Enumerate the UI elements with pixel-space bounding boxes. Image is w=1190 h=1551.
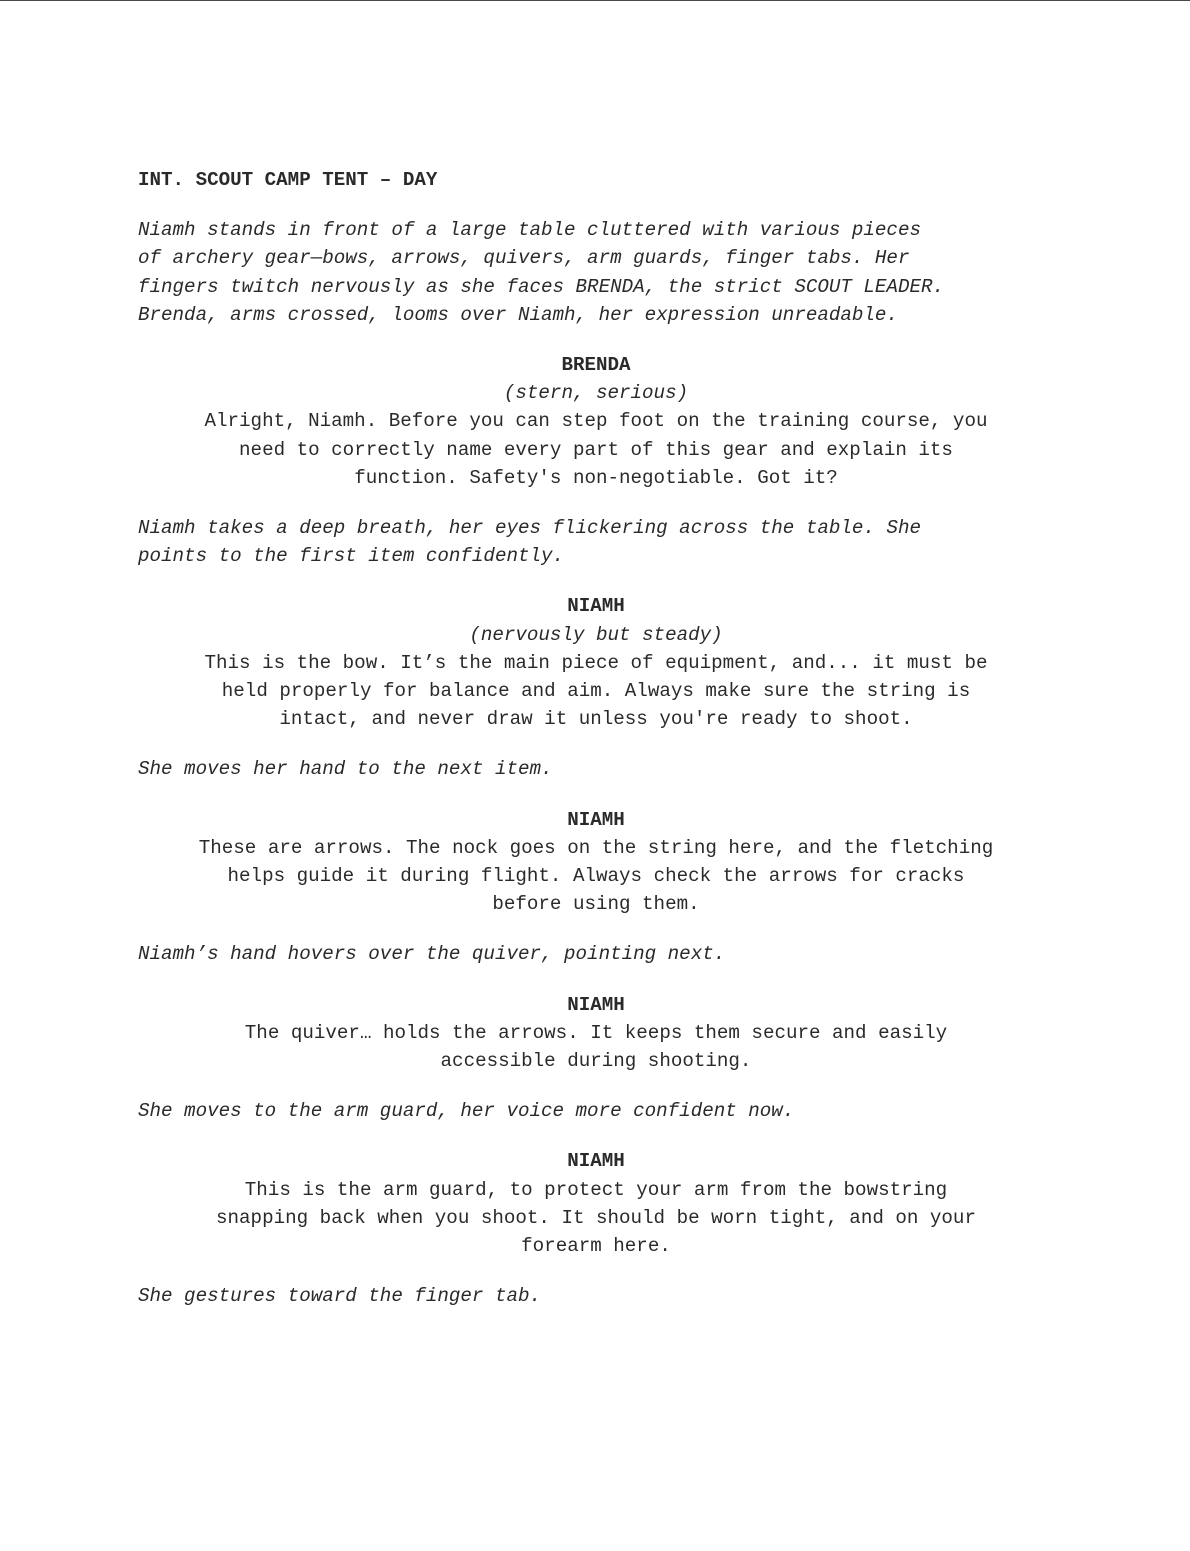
action-line: She gestures toward the finger tab. <box>138 1285 542 1308</box>
character-name: NIAMH <box>567 993 625 1016</box>
page-top-border <box>0 0 1190 1</box>
dialogue: Alright, Niamh. Before you can step foot on the training course, you need to correctly name every part of this gear and explain its function. Safety's non-negotiable. Got it? <box>204 410 988 489</box>
dialogue: This is the bow. It’s the main piece of equipment, and... it must be held properly for balance and aim. Always make sure the string is intact, and never draw it unless you're ready to shoot. <box>204 651 988 731</box>
character-name: NIAMH <box>567 595 625 618</box>
character-name: NIAMH <box>567 1150 625 1173</box>
dialogue: This is the arm guard, to protect your arm from the bowstring snapping back when you shoot. It should be worn tight, and on your forearm here. <box>216 1178 976 1258</box>
character-name: NIAMH <box>567 808 625 831</box>
parenthetical: (stern, serious) <box>503 382 689 405</box>
action-line: She moves her hand to the next item. <box>138 758 553 781</box>
character-name: BRENDA <box>561 354 631 377</box>
dialogue: These are arrows. The nock goes on the string here, and the fletching helps guide it during flight. Always check the arrows for cracks before using them. <box>198 836 994 916</box>
screenplay-page <box>138 166 1054 1333</box>
scene-heading: INT. SCOUT CAMP TENT – DAY <box>138 169 438 191</box>
action-line: Niamh takes a deep breath, her eyes flickering across the table. She points to the first item confidently. <box>138 517 921 568</box>
action-line: Niamh stands in front of a large table cluttered with various pieces of archery gear—bows, arrows, quivers, arm guards, finger tabs. Her fingers twitch nervously as she faces BRENDA, the strict SCOUT LEADER. Brenda, arms crossed, looms over Niamh, her expression unreadable. <box>138 219 945 326</box>
action-line: She moves to the arm guard, her voice more confident now. <box>138 1100 795 1123</box>
action-line: Niamh’s hand hovers over the quiver, pointing next. <box>138 943 726 966</box>
parenthetical: (nervously but steady) <box>469 623 723 646</box>
dialogue: The quiver… holds the arrows. It keeps them secure and easily accessible during shooting. <box>244 1021 948 1073</box>
